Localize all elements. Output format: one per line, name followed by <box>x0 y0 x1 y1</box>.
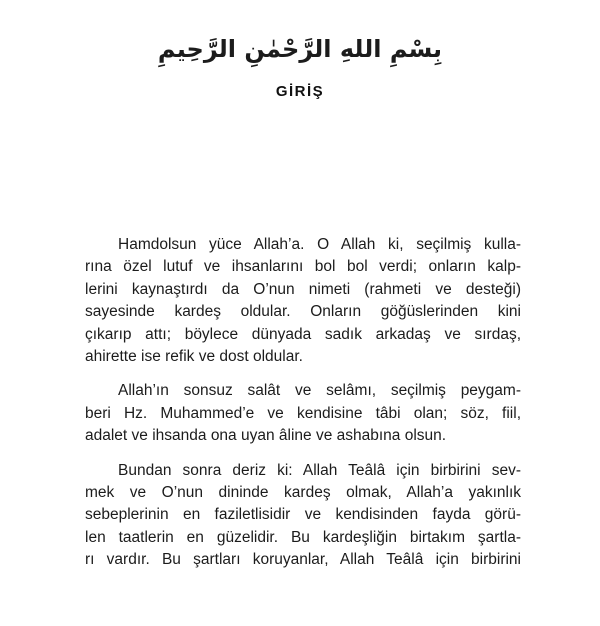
text-line: len taatlerin en güzelidir. Bu kardeşliğin birtakım şartla- <box>85 528 521 546</box>
bismillah-calligraphy: بِسْمِ اللهِ الرَّحْمٰنِ الرَّحِيمِ <box>157 35 443 63</box>
paragraph <box>85 380 521 447</box>
text-line: çıkarıp attı; böylece dünyada sadık arkadaş ve sırdaş, <box>85 325 521 343</box>
text-line: ahirette ise refik ve dost oldular. <box>85 348 303 366</box>
text-line: sebeplerinin en faziletlisidir ve kendisinden fayda görü- <box>85 506 521 524</box>
text-line: mek ve O’nun dininde kardeş olmak, Allah’a yakınlık <box>85 484 521 502</box>
text-line: Allah’ın sonsuz salât ve selâmı, seçilmiş peygam- <box>118 382 521 400</box>
text-line: rına özel lutuf ve ihsanlarını bol bol verdi; onların kalp- <box>85 258 521 276</box>
text-line: lerini kaynaştırdı da O’nun nimeti (rahmeti ve desteği) <box>85 280 521 298</box>
text-line: Hamdolsun yüce Allah’a. O Allah ki, seçilmiş kulla- <box>118 236 521 253</box>
paragraph <box>85 234 521 368</box>
text-line: sayesinde kardeş oldular. Onların göğüslerinden kini <box>85 303 521 321</box>
chapter-title: GİRİŞ <box>275 83 325 100</box>
paragraph <box>85 460 521 572</box>
book-page <box>0 26 600 626</box>
text-line: beri Hz. Muhammed’e ve kendisine tâbi olan; söz, fiil, <box>85 404 521 422</box>
text-line: Bundan sonra deriz ki: Allah Teâlâ için birbirini sev- <box>118 461 521 479</box>
text-line: adalet ve ihsanda ona uyan âline ve ashabına olsun. <box>85 427 447 445</box>
text-line: rı vardır. Bu şartları koruyanlar, Allah Teâlâ için birbirini <box>85 551 521 569</box>
body-text <box>85 234 521 572</box>
